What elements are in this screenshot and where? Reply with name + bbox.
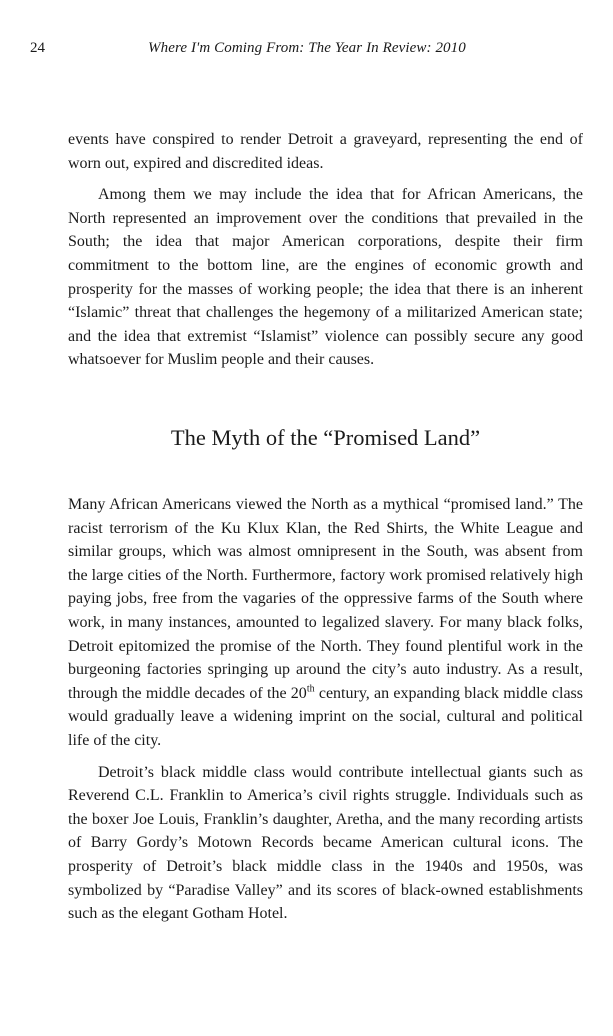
section-heading: The Myth of the “Promised Land” [170,425,481,450]
paragraph-promised-land-text-a: Many African Americans viewed the North as a mythical “promised land.” The racist terrorism of the Ku Klux Klan, the Red Shirts, the White League and similar groups, which was almost omnipresent in the South, was absent from the large cities of the North. Furthermore, factory work promised relatively high paying jobs, free from the vagaries of the oppressive farms of the South where work, in many instances, amounted to legalized slavery. For many black folks, Detroit epitomized the promise of the North. They found plentiful work in the burgeoning factories springing up around the city’s auto industry. As a result, through the middle decades of the 20 [68,496,583,702]
paragraph-promised-land-text-b: century, an expanding black middle class would gradually leave a widening imprint on the social, cultural and political life of the city. [68,684,584,749]
running-header [30,40,583,62]
text-block-section [68,493,583,926]
paragraph-ideas: Among them we may include the idea that for African Americans, the North represented an improvement over the conditions that prevailed in the South; the idea that major American corporations, despite their firm commitment to the bottom line, are the engines of economic growth and prosperity for the masses of working people; the idea that there is an inherent “Islamic” threat that challenges the hegemony of a militarized American state; and the idea that extremist “Islamist” violence can possibly secure any good whatsoever for Muslim people and their causes. [68,186,583,369]
running-title: Where I'm Coming From: The Year In Review: 2010 [148,40,466,56]
paragraph-continued: events have conspired to render Detroit a graveyard, representing the end of worn out, expired and discredited ideas. [68,131,583,172]
paragraph-middle-class: Detroit’s black middle class would contribute intellectual giants such as Reverend C.L. Franklin to America’s civil rights struggle. Individuals such as the boxer Joe Louis, Franklin’s daughter, Aretha, and the many recording artists of Barry Gordy’s Motown Records became American cultural icons. The prosperity of Detroit’s black middle class in the 1940s and 1950s, was symbolized by “Paradise Valley” and its scores of black-owned establishments such as the elegant Gotham Hotel. [68,763,583,923]
paragraph-promised-land [68,493,583,753]
text-block-intro [68,128,583,372]
page-number: 24 [30,40,45,56]
ordinal-superscript: th [306,683,315,695]
